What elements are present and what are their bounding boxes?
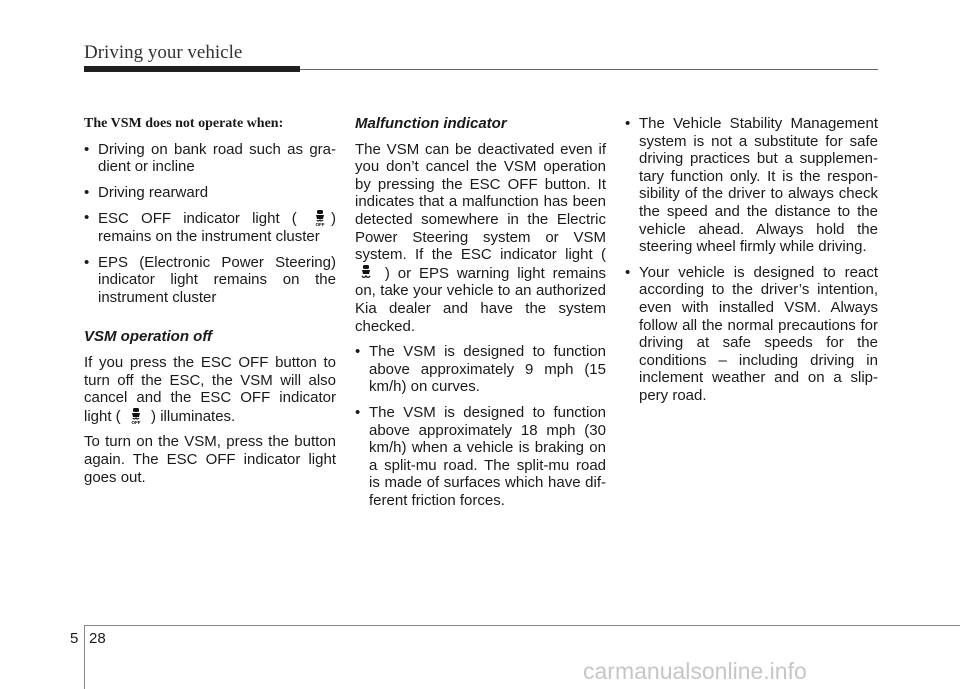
list-item: • The VSM is designed to function above approximately 18 mph (30 km/h) when a vehicle is braking on a split-mu road. The split-mu road is made of surfaces which have dif-ferent friction forces. — [355, 404, 606, 510]
esc-indicator-icon — [357, 264, 375, 282]
list-item: • Driving rearward — [84, 184, 336, 202]
header-rule — [300, 69, 878, 70]
vsm-not-operate-heading: The VSM does not operate when: — [84, 116, 284, 131]
footer-tick — [84, 625, 85, 689]
vsm-notes-list — [625, 115, 878, 405]
header-bar — [84, 66, 300, 72]
watermark: carmanualsonline.info — [583, 658, 807, 684]
esc-off-icon — [311, 209, 329, 227]
vsm-off-paragraph: If you press the ESC OFF button to turn off the ESC, the VSM will also cancel and the ESC OFF indicator light ( OFF ) illuminates. — [84, 353, 336, 425]
not-operate-list — [84, 141, 336, 307]
list-item: • The VSM is designed to function above approximately 9 mph (15 km/h) on curves. — [355, 343, 606, 396]
svg-text:OFF: OFF — [131, 419, 141, 425]
section-number: 5 — [70, 630, 79, 647]
list-item: • Driving on bank road such as gra-dient or incline — [84, 141, 336, 176]
list-item: • EPS (Electronic Power Steering) indicator light remains on the instrument cluster — [84, 254, 336, 307]
esc-off-icon — [127, 407, 145, 425]
footer-rule — [84, 625, 960, 626]
page-number: 28 — [89, 630, 106, 647]
malfunction-paragraph: The VSM can be deactivated even if you don’t cancel the VSM operation by pressing the ESC OFF button. It indicates that a malfunction has been detected somewhere in the Electric Power Steering system or VSM system. If the ESC indicator light ( ) or EPS warning light remains on, take your vehicle to an authorized Kia dealer and have the system checked. — [355, 140, 606, 335]
vsm-on-paragraph: To turn on the VSM, press the button again. The ESC OFF indicator light goes out. — [84, 433, 336, 486]
vsm-operation-off-heading: VSM operation off — [84, 328, 213, 346]
vsm-function-list — [355, 343, 606, 509]
column-middle — [355, 115, 606, 517]
column-left — [84, 115, 336, 494]
list-item: • The Vehicle Stability Management system is not a substitute for safe driving practices but a supplemen-tary function only. It is the respon-sibility of the driver to always check the speed and the distance to the vehicle ahead. Always hold the steering wheel firmly while driving. — [625, 115, 878, 256]
list-item: • Your vehicle is designed to react according to the driver’s intention, even with installed VSM. Always follow all the normal precautions for driving at safe speeds for the conditions – including driving in inclement weather and on a slip-pery road. — [625, 264, 878, 405]
column-right — [625, 115, 878, 413]
malfunction-indicator-heading: Malfunction indicator — [355, 115, 507, 132]
svg-text:OFF: OFF — [315, 222, 325, 228]
list-item: • ESC OFF indicator light ( OFF ) remains on the instrument cluster — [84, 209, 336, 245]
page-header-title: Driving your vehicle — [84, 42, 243, 63]
